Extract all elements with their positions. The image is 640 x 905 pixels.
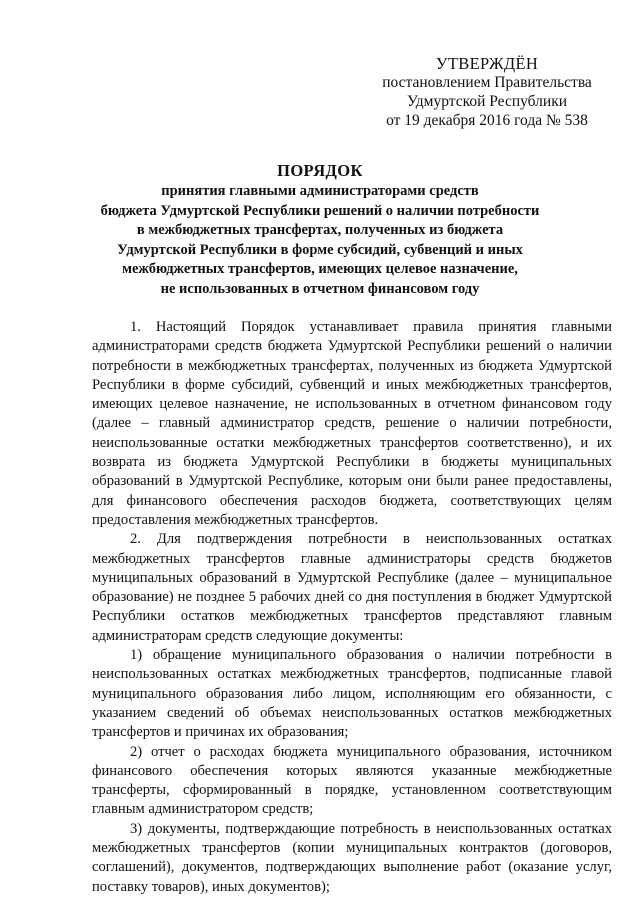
approval-date-number-line: от 19 декабря 2016 года № 538 <box>386 112 588 129</box>
list-item-1: 1) обращение муниципального образования о наличии потребности в неиспользованных остатках межбюджетных трансфертов, подписанные главой муниципального образования либо лицом, исполняющим его обязанности, с указанием сведений об объемах неиспользованных остатков межбюджетных трансфертов и причинах их образования; <box>92 647 612 741</box>
list-item-3: 3) документы, подтверждающие потребность в неиспользованных остатках межбюджетных трансфертов (копии муниципальных контрактов (договоров, соглашений), документов, подтверждающих выполнение работ (оказание услуг, поставку товаров), иных документов); <box>92 820 612 895</box>
approval-stamp <box>372 54 602 130</box>
document-subtitle: принятия главными администраторами средств бюджета Удмуртской Республики решений о наличии потребности в межбюджетных трансфертах, полученных из бюджета Удмуртской Республики в форме субсидий, субвенций и иных межбюджетных трансфертов, имеющих целевое назначение, не использованных в отчетном финансовом году <box>100 183 540 297</box>
paragraph-2: 2. Для подтверждения потребности в неиспользованных остатках межбюджетных трансфертов главные администраторы средств бюджетов муниципальных образований в Удмуртской Республике (далее – муниципальное образование) не позднее 5 рабочих дней со дня поступления в бюджет Удмуртской Республики остатков межбюджетных трансфертов представляют главным администраторам средств следующие документы: <box>92 531 612 644</box>
paragraph-1: 1. Настоящий Порядок устанавливает правила принятия главными администраторами средств бюджета Удмуртской Республики решений о наличии потребности в межбюджетных трансфертах, полученных из бюджета Удмуртской Республики в форме субсидий, субвенций и иных межбюджетных трансфертов, имеющих целевое назначение, не использованных в отчетном финансовом году (далее – главный администратор средств, решение о наличии потребности, неиспользованные остатки межбюджетных трансфертов соответственно), и их возврата из бюджета Удмуртской Республики в бюджеты муниципальных образований в Удмуртской Республике, которым они были ранее предоставлены, для финансового обеспечения расходов бюджета, соответствующих целям предоставления межбюджетных трансфертов. <box>92 319 612 528</box>
document-title: ПОРЯДОК <box>277 161 363 180</box>
document-title-block <box>90 160 550 299</box>
document-body <box>92 318 612 897</box>
approval-heading: УТВЕРЖДЁН <box>435 54 539 73</box>
approval-resolution-line: постановлением Правительства <box>382 74 592 91</box>
approval-issuer-line: Удмуртской Республики <box>406 93 568 110</box>
list-item-2: 2) отчет о расходах бюджета муниципального образования, источником финансового обеспечения которых являются указанные межбюджетные трансферты, сформированный в порядке, установленном соответствующим главным администратором средств; <box>92 743 612 818</box>
